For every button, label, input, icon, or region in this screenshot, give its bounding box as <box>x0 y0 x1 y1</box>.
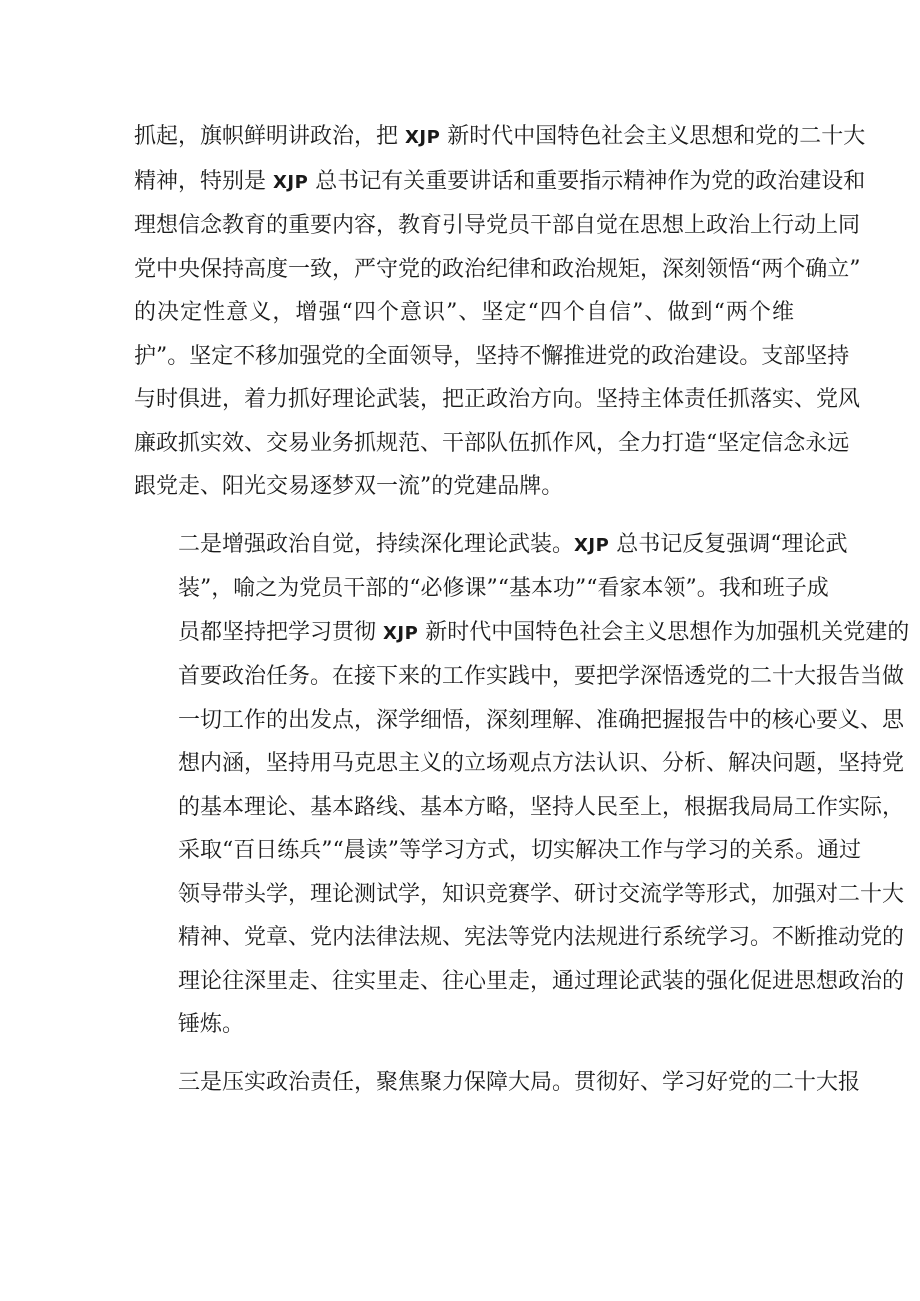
text-run: 装”，喻之为党员干部的“必修课”“基本功”“看家本领”。我和班子成 <box>178 576 829 601</box>
text-run: 党中央保持高度一致，严守党的政治纪律和政治规矩，深刻领悟“两个确立” <box>134 256 861 282</box>
bold-abbreviation: XJP <box>405 127 441 148</box>
text-run: 三是压实政治责任，聚焦聚力保障大局。贯彻好、学习好党的二十大报 <box>178 1069 861 1095</box>
text-line <box>134 742 905 786</box>
text-line <box>134 422 850 466</box>
paragraph <box>134 115 866 509</box>
paragraph <box>134 523 910 1047</box>
text-line <box>134 960 905 1004</box>
text-run: 新时代中国特色社会主义思想作为加强机关党建的 <box>418 619 910 645</box>
text-run: 采取“百日练兵”“晨读”等学习方式，切实解决工作与学习的关系。通过 <box>178 838 861 863</box>
text-line <box>134 916 905 960</box>
text-run: 抓起，旗帜鲜明讲政治，把 <box>134 124 405 149</box>
bold-abbreviation: XJP <box>383 622 419 644</box>
text-run: 新时代中国特色社会主义思想和党的二十大 <box>440 124 866 149</box>
text-run: 精神，特别是 <box>134 168 273 194</box>
text-run: 与时俱进，着力抓好理论武装，把正政治方向。坚持主体责任抓落实、党风 <box>134 387 861 412</box>
text-line <box>134 699 905 743</box>
text-line <box>134 655 905 699</box>
text-line <box>134 1061 861 1105</box>
document-body <box>134 115 910 1118</box>
text-run: 总书记有关重要讲话和重要指示精神作为党的政治建设和 <box>308 168 866 194</box>
text-run: 领导带头学，理论测试学，知识竞赛学、研讨交流学等形式，加强对二十大 <box>178 881 905 907</box>
text-line <box>134 829 861 873</box>
text-run: 跟党走、阳光交易逐梦双一流”的党建品牌。 <box>134 474 564 499</box>
text-line <box>134 115 866 160</box>
text-run: 廉政抓实效、交易业务抓规范、干部队伍抓作风，全力打造“坚定信念永远 <box>134 430 850 456</box>
text-line <box>134 1003 794 1047</box>
text-line <box>134 160 866 205</box>
text-run: 二是增强政治自觉，持续深化理论武装。 <box>178 531 575 557</box>
text-run: 的决定性意义，增强“四个意识”、坚定“四个自信”、做到“两个维 <box>134 300 794 325</box>
text-line <box>134 611 910 656</box>
text-run: 锤炼。 <box>178 1012 245 1037</box>
text-run: 精神、党章、党内法律法规、宪法等党内法规进行系统学习。不断推动党的 <box>178 925 905 950</box>
text-line <box>134 204 861 248</box>
bold-abbreviation: XJP <box>574 534 610 556</box>
text-line <box>134 335 850 379</box>
text-line <box>134 523 848 568</box>
text-run: 总书记反复强调“理论武 <box>609 531 848 557</box>
text-run: 理论往深里走、往实里走、往心里走，通过理论武装的强化促进思想政治的 <box>178 968 905 994</box>
text-run: 的基本理论、基本路线、基本方略，坚持人民至上，根据我局局工作实际， <box>178 794 905 820</box>
text-run: 护”。坚定不移加强党的全面领导，坚持不懈推进党的政治建设。支部坚持 <box>134 343 850 369</box>
text-run: 理想信念教育的重要内容，教育引导党员干部自觉在思想上政治上行动上同 <box>134 213 861 238</box>
text-line <box>134 786 905 830</box>
text-line <box>134 465 794 509</box>
bold-abbreviation: XJP <box>273 171 309 193</box>
text-run: 想内涵，坚持用马克思主义的立场观点方法认识、分析、解决问题，坚持党 <box>178 751 905 776</box>
text-run: 首要政治任务。在接下来的工作实践中，要把学深悟透党的二十大报告当做 <box>178 664 905 689</box>
text-line <box>134 567 829 611</box>
text-run: 一切工作的出发点，深学细悟，深刻理解、准确把握报告中的核心要义、思 <box>178 707 905 733</box>
paragraph <box>134 1061 861 1105</box>
text-line <box>134 248 861 292</box>
text-line <box>134 873 905 917</box>
text-line <box>134 291 794 335</box>
text-line <box>134 378 861 422</box>
text-run: 员都坚持把学习贯彻 <box>178 619 383 645</box>
